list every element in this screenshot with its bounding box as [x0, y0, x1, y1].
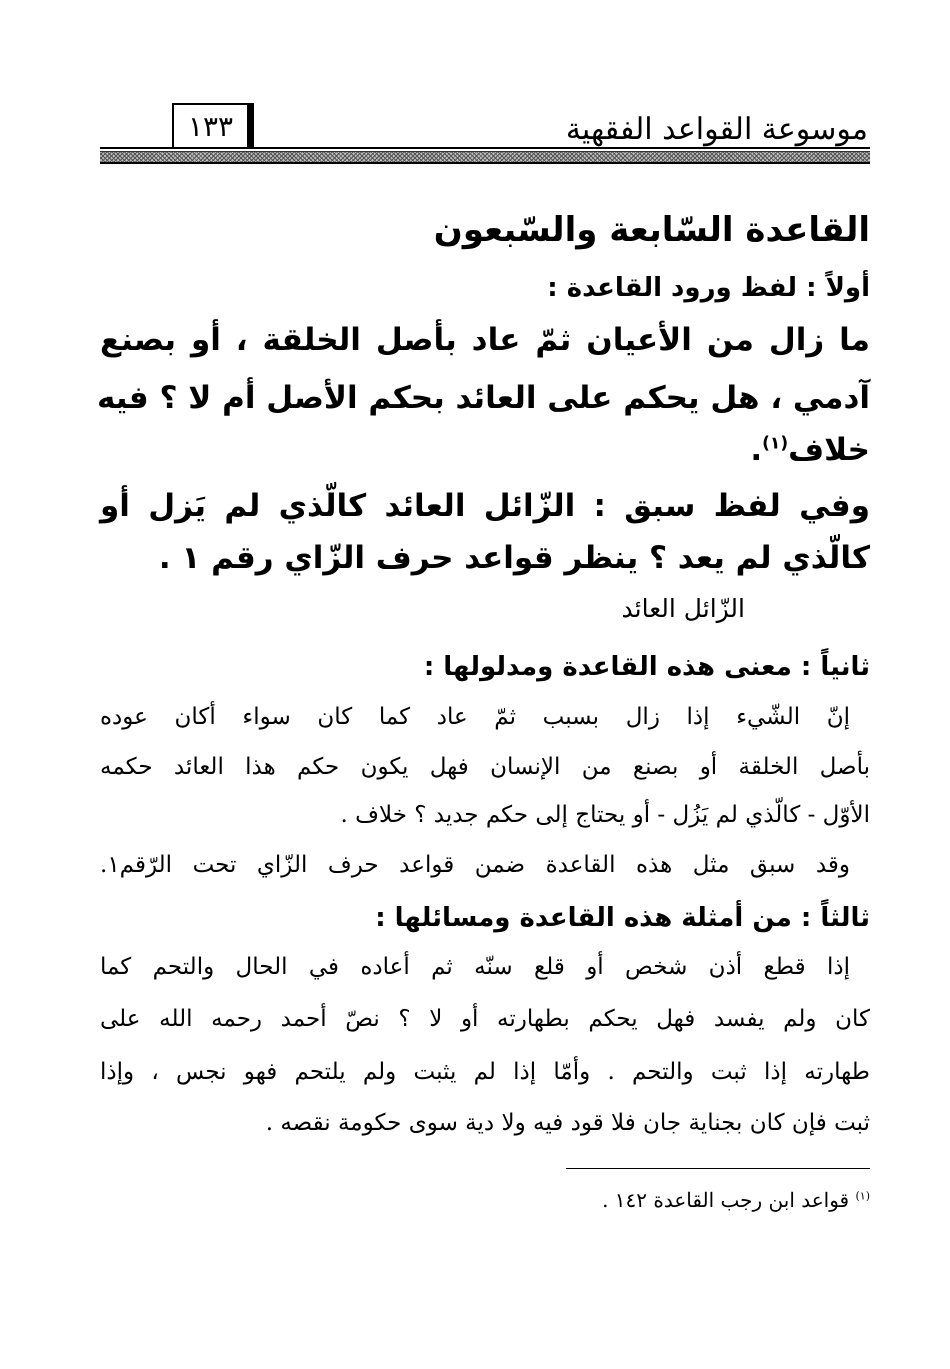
quote-last-word: خلاف: [788, 432, 870, 468]
footnote: [602, 1188, 870, 1212]
footnote-text: قواعد ابن رجب القاعدة ١٤٢ .: [602, 1188, 850, 1212]
section2-line-4: وقد سبق مثل هذه القاعدة ضمن قواعد حرف الزّاي تحت الرّقم١.: [100, 852, 850, 878]
quote-line-2: آدمي ، هل يحكم على العائد بحكم الأصل أم لا ؟ فيه: [96, 380, 870, 416]
other-wording-line-1: وفي لفظ سبق : الزّائل العائد كالّذي لم يَزل أو: [100, 488, 870, 524]
section3-line-2: كان ولم يفسد فهل يحكم بطهارته أو لا ؟ نصّ أحمد رحمه الله على: [100, 1006, 870, 1032]
section1-heading: أولاً : لفظ ورود القاعدة :: [547, 273, 870, 303]
book-title: موسوعة القواعد الفقهية: [565, 112, 868, 147]
other-wording-line-2: كالّذي لم يعد ؟ ينظر قواعد حرف الزّاي رقم ١ .: [158, 540, 870, 576]
footnote-separator: [566, 1168, 870, 1169]
quote-last-end: .: [750, 432, 763, 468]
section2-line-1: إنّ الشّيء إذا زال بسبب ثمّ عاد كما كان سواء أكان عوده: [100, 704, 850, 730]
quote-line-1: ما زال من الأعيان ثمّ عاد بأصل الخلقة ، أو بصنع: [100, 322, 870, 358]
header-decorative-band: [100, 151, 870, 164]
section3-line-3: طهارته إذا ثبت والتحم . وأمّا إذا لم يثبت ولم يلتحم فهو نجس ، وإذا: [100, 1059, 870, 1085]
page-number: ١٣٣: [172, 103, 254, 149]
section3-line-4: ثبت فإن كان بجناية جان فلا قود فيه ولا دية سوى حكومة نقصه .: [265, 1110, 870, 1136]
section3-line-1: إذا قطع أذن شخص أو قلع سنّه ثم أعاده في الحال والتحم كما: [100, 954, 850, 980]
side-note: الزّائل العائد: [621, 594, 745, 623]
footnote-marker[interactable]: (١): [762, 433, 789, 454]
quote-line-3: [750, 432, 870, 468]
section2-heading: ثانياً : معنى هذه القاعدة ومدلولها :: [423, 652, 870, 682]
section2-line-2: بأصل الخلقة أو بصنع من الإنسان فهل يكون حكم هذا العائد حكمه: [100, 754, 870, 780]
footnote-ref: (١): [855, 1189, 870, 1203]
rule-title: القاعدة السّابعة والسّبعون: [433, 210, 870, 250]
section2-line-3: الأوّل - كالّذي لم يَزُل - أو يحتاج إلى حكم جديد ؟ خلاف .: [340, 802, 870, 828]
header-rule: [100, 147, 870, 149]
section3-heading: ثالثاً : من أمثلة هذه القاعدة ومسائلها :: [375, 903, 870, 933]
